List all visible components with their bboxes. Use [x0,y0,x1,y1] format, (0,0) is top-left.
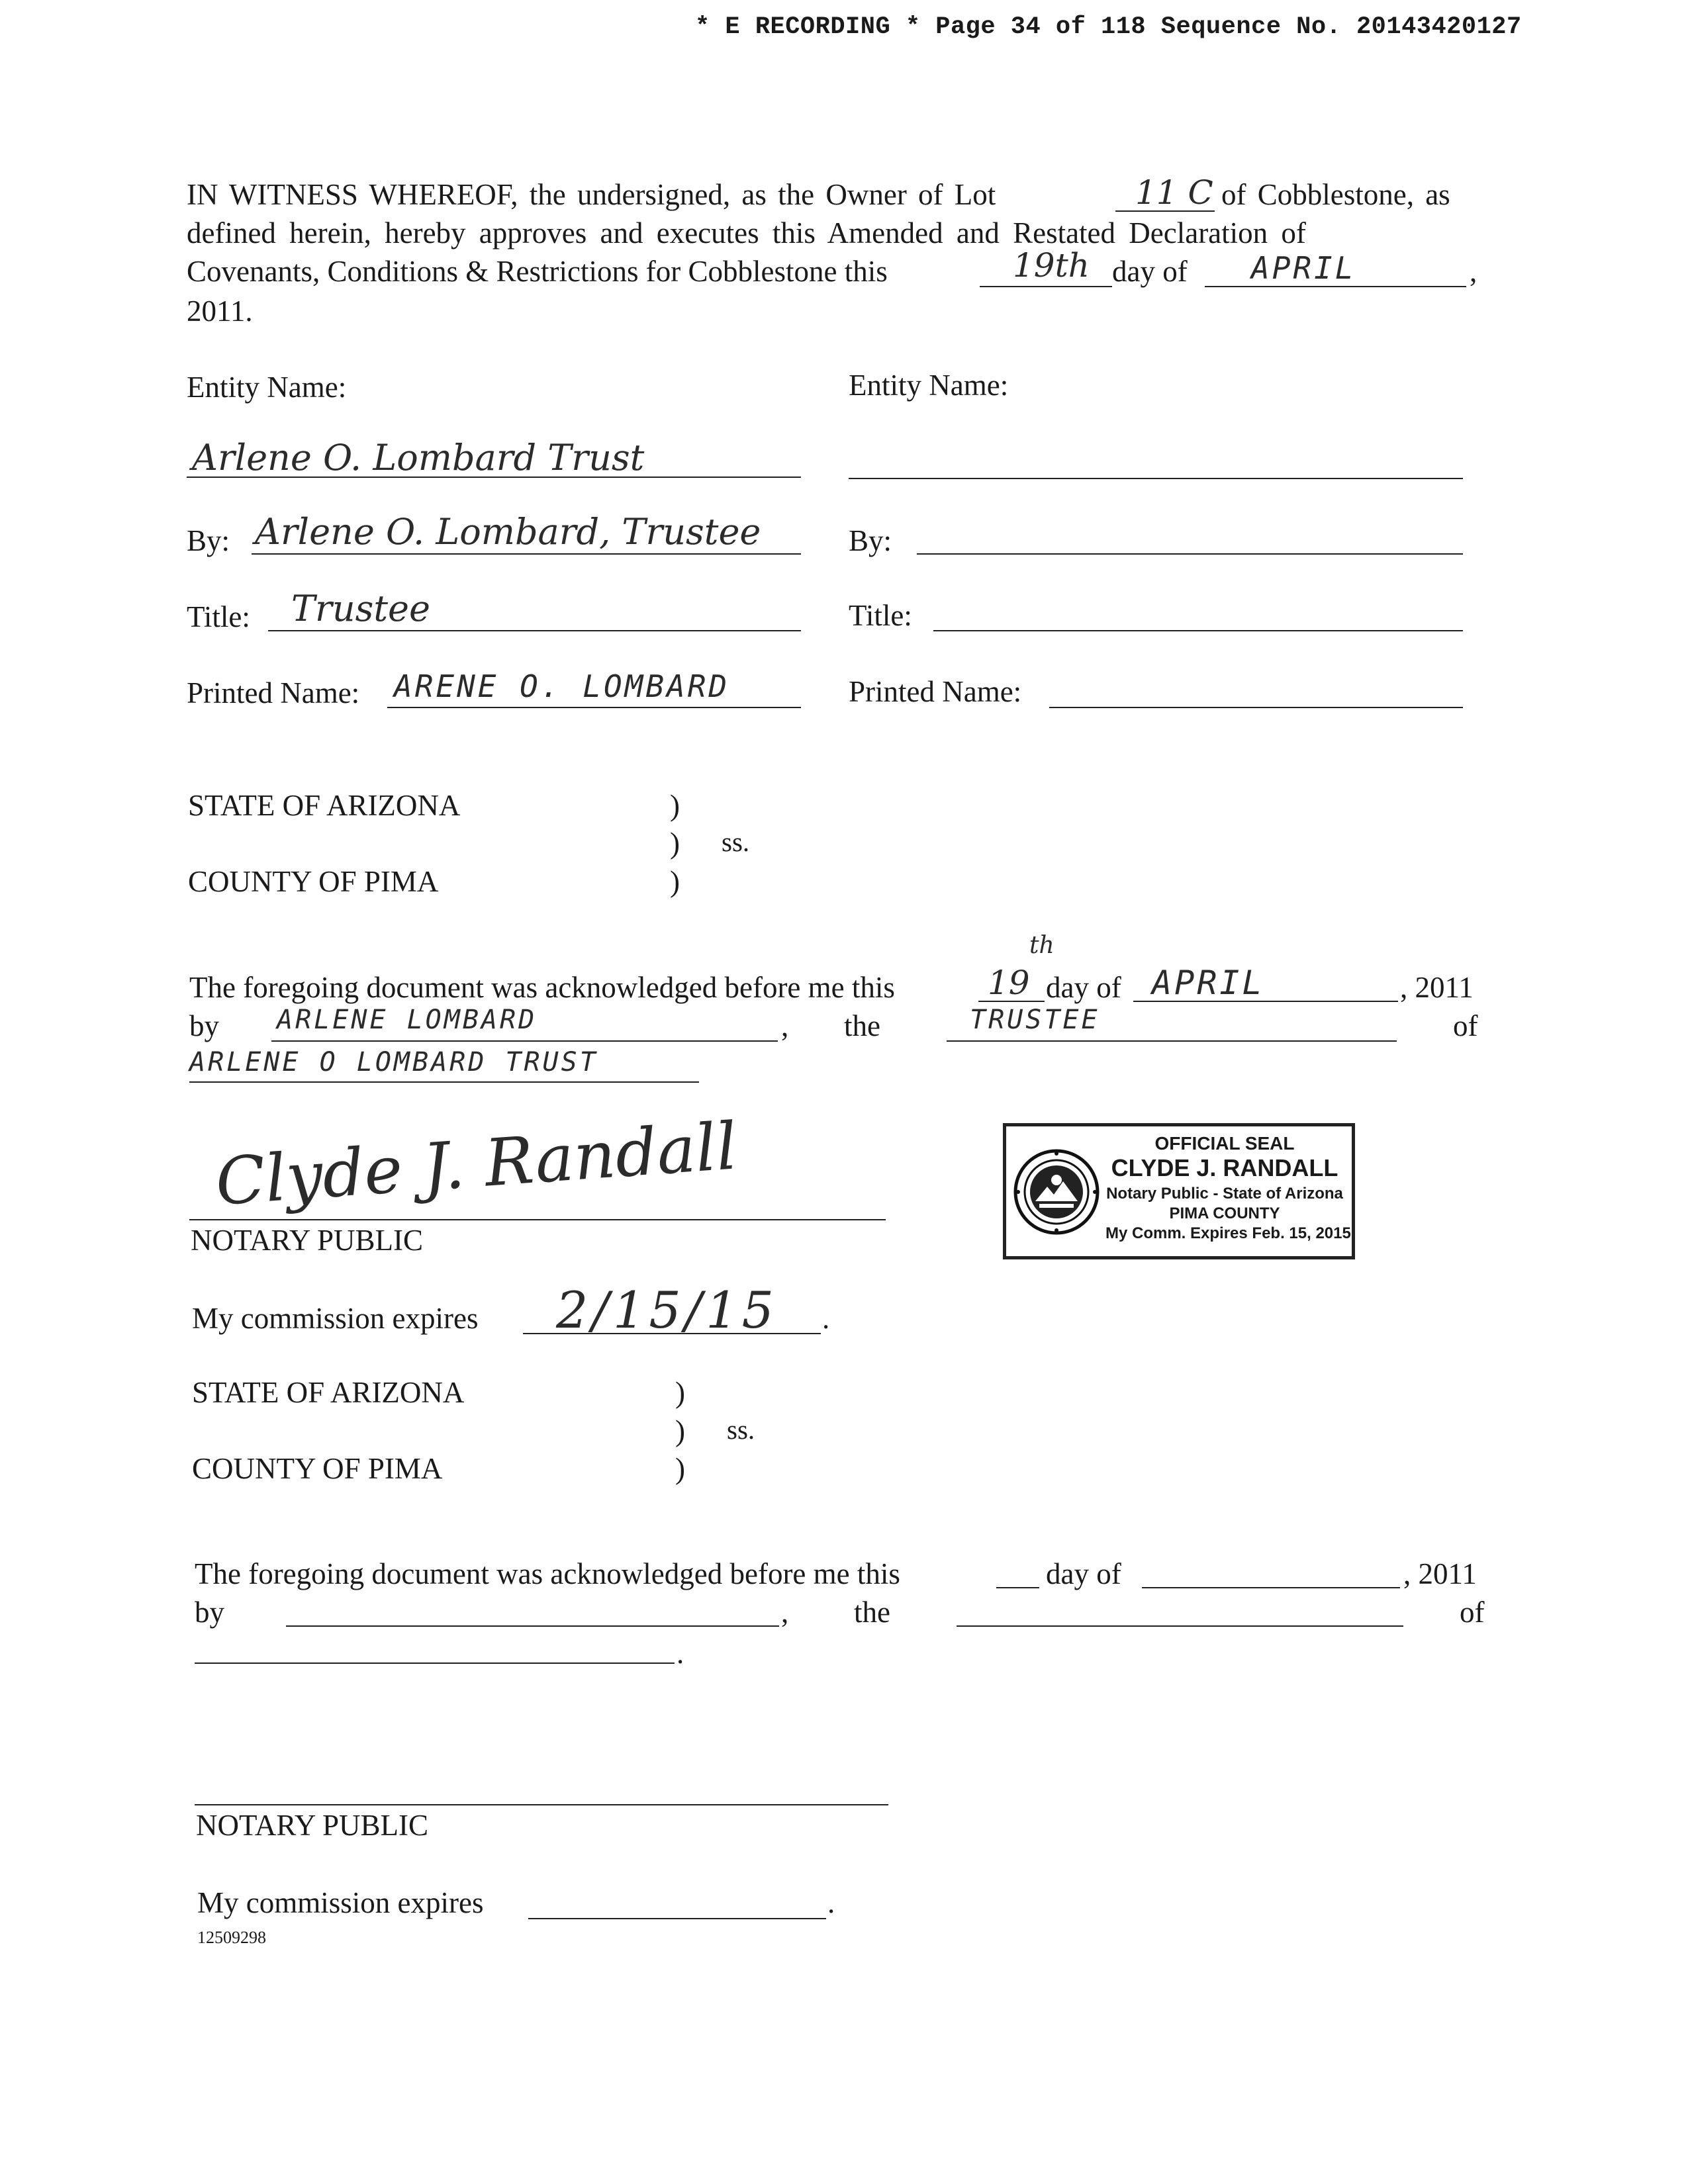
seal-line-5: My Comm. Expires Feb. 15, 2015 [1105,1224,1351,1242]
ack1-line-1a: The foregoing document was acknowledged before me this [189,971,895,1004]
venue1-county: COUNTY OF PIMA [188,865,439,898]
right-printed-line [1049,707,1463,708]
left-by-label: By: [187,524,230,557]
notary2-label: NOTARY PUBLIC [196,1809,429,1842]
right-title-line [933,630,1463,631]
ack2-line-1c: , 2011 [1403,1557,1477,1590]
venue1-ss: ss. [722,827,750,857]
ack2-entity-blank [195,1662,675,1664]
ack2-comma: , [781,1596,789,1629]
witness-line-2: defined herein, hereby approves and executes this Amended and Restated Declaration of [187,216,1306,250]
venue2-paren-3: ) [675,1452,685,1485]
ack2-the: the [854,1596,890,1629]
witness-line-1a: IN WITNESS WHEREOF, the undersigned, as the Owner of Lot [187,178,996,211]
venue1-state: STATE OF ARIZONA [188,789,461,822]
left-entity-value: Arlene O. Lombard Trust [192,437,645,478]
ack2-by: by [195,1596,224,1629]
right-printed-label: Printed Name: [849,675,1022,708]
seal-line-3: Notary Public - State of Arizona [1106,1185,1343,1203]
notary2-period: . [827,1886,835,1919]
right-entity-label: Entity Name: [849,369,1009,402]
notary2-signature-line [195,1804,888,1805]
ack1-day-value: 19 [988,964,1030,1002]
left-title-label: Title: [187,600,250,633]
venue1-paren-2: ) [670,827,680,860]
witness-line-3c: , [1470,255,1477,288]
seal-line-2: CLYDE J. RANDALL [1111,1154,1338,1181]
ack1-line-1c: , 2011 [1400,971,1474,1004]
ack2-day-blank [996,1587,1039,1588]
ack1-of: of [1453,1009,1478,1042]
left-by-line [252,553,801,555]
footer-doc-number: 12509298 [197,1928,266,1947]
notary2-commission-label: My commission expires [197,1886,484,1919]
left-by-value: Arlene O. Lombard, Trustee [255,511,761,553]
notary1-period: . [822,1302,830,1335]
venue2-paren-2: ) [675,1414,685,1447]
ack1-entity-underline [189,1081,699,1083]
ack2-capacity-blank [957,1625,1403,1627]
ack2-line-1a: The foregoing document was acknowledged before me this [195,1557,900,1590]
witness-line-3b: day of [1112,255,1188,288]
recording-header: * E RECORDING * Page 34 of 118 Sequence No. 20143420127 [695,13,1522,41]
arizona-seal-icon [1013,1148,1100,1236]
notary2-commission-line [528,1918,826,1919]
left-title-line [268,630,801,631]
left-title-value: Trustee [291,588,430,629]
month-blank [1205,286,1466,287]
witness-month-value: APRIL [1251,250,1356,286]
notary1-commission-label: My commission expires [192,1302,479,1335]
witness-line-3a: Covenants, Conditions & Restrictions for Cobblestone this [187,255,888,288]
ack1-by-value: ARLENE LOMBARD [277,1005,538,1035]
venue2-ss: ss. [727,1414,755,1445]
venue2-county: COUNTY OF PIMA [192,1452,443,1485]
venue2-state: STATE OF ARIZONA [192,1376,465,1409]
ack1-entity-value: ARLENE O LOMBARD TRUST [189,1047,598,1077]
ack2-month-blank [1142,1587,1400,1588]
ack2-line-1b: day of [1046,1557,1121,1590]
notary1-signature-line [189,1219,886,1220]
notary1-label: NOTARY PUBLIC [191,1224,424,1257]
venue1-paren-1: ) [670,789,680,822]
venue1-paren-3: ) [670,865,680,898]
seal-line-4: PIMA COUNTY [1169,1205,1280,1222]
official-seal-stamp [1003,1123,1355,1259]
ack1-capacity-value: TRUSTEE [970,1005,1100,1035]
venue2-paren-1: ) [675,1376,685,1409]
witness-day-value: 19th [1013,246,1090,285]
ack1-day-sup: th [1029,932,1055,959]
notary1-signature: Clyde J. Randall [213,1109,740,1220]
ack1-by-blank [271,1040,778,1042]
right-entity-line [849,478,1463,479]
witness-line-4: 2011. [187,295,253,328]
ack2-of: of [1460,1596,1485,1629]
ack1-the: the [844,1009,880,1042]
right-by-line [917,553,1463,555]
lot-value: 11 C [1135,173,1213,212]
ack1-line-1b: day of [1046,971,1121,1004]
left-printed-line [387,707,801,708]
ack1-capacity-blank [947,1040,1397,1042]
left-entity-label: Entity Name: [187,371,347,404]
left-printed-value: ARENE O. LOMBARD [394,668,730,704]
right-title-label: Title: [849,599,912,632]
ack1-month-value: APRIL [1152,964,1265,1002]
day-blank [980,286,1112,287]
ack2-by-blank [286,1625,779,1627]
notary1-commission-value: 2/15/15 [556,1281,778,1340]
right-by-label: By: [849,524,892,557]
left-printed-label: Printed Name: [187,676,360,709]
witness-line-1b: of Cobblestone, as [1221,178,1450,211]
ack1-by: by [189,1009,219,1042]
ack1-comma: , [781,1009,789,1042]
seal-line-1: OFFICIAL SEAL [1154,1133,1295,1154]
ack2-period: . [677,1637,684,1670]
